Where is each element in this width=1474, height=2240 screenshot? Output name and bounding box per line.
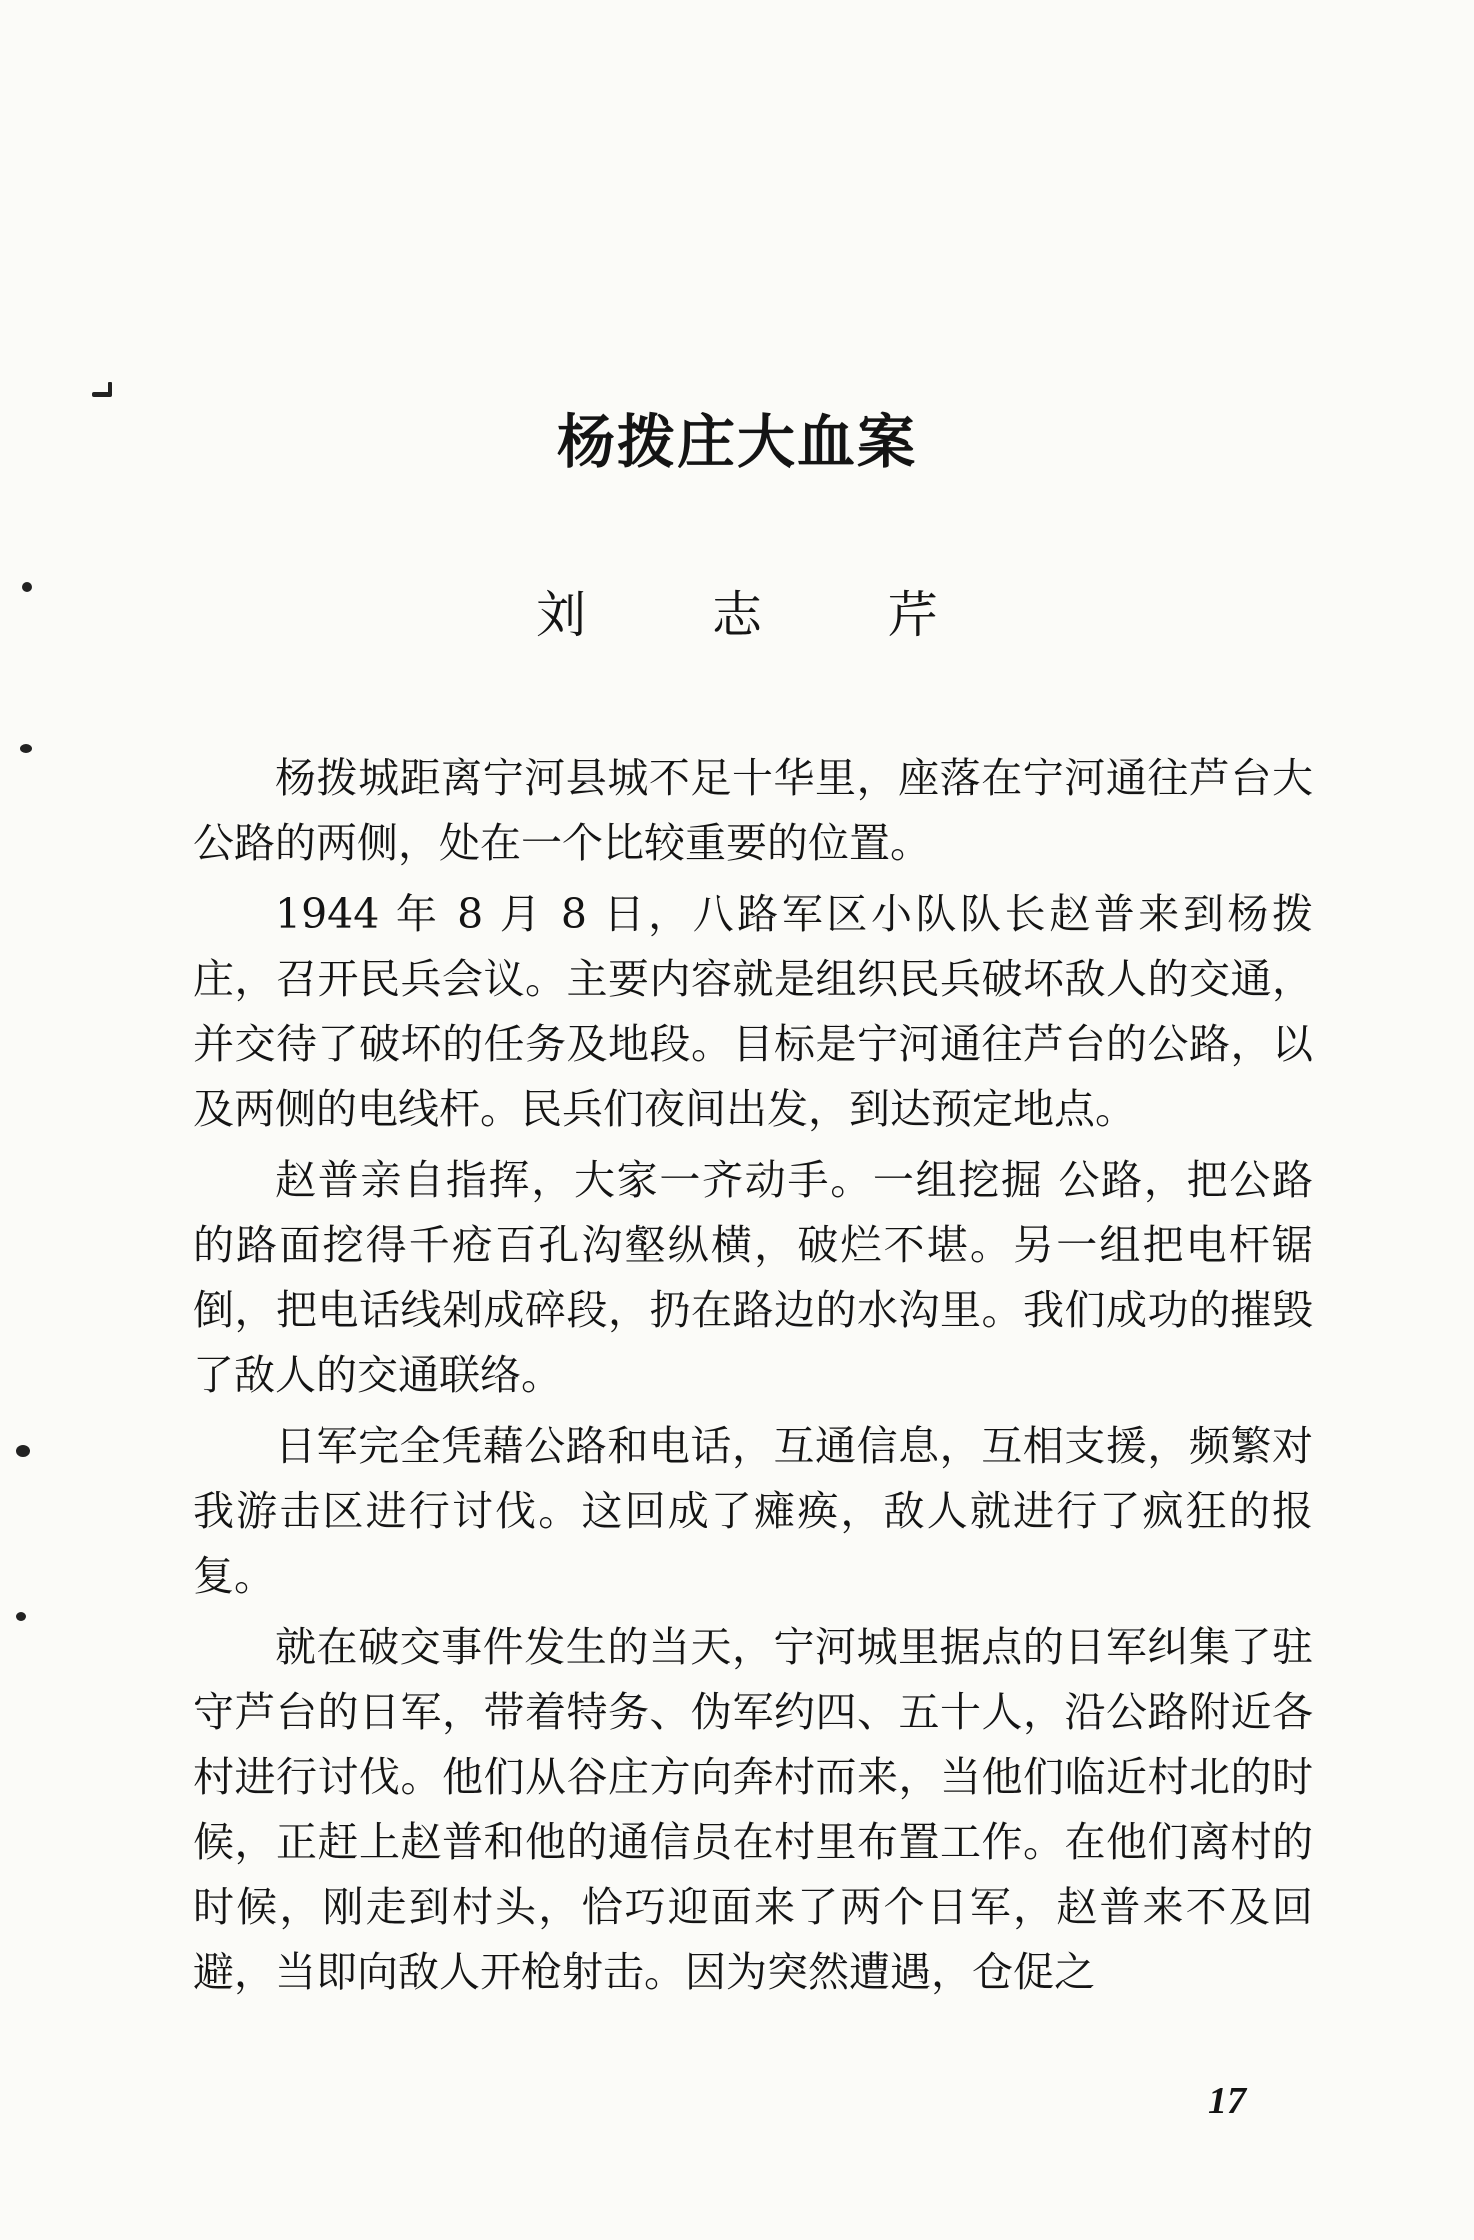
article-body (193, 746, 1313, 2011)
article-author: 刘 志 芹 (536, 586, 993, 644)
paragraph: 就在破交事件发生的当天，宁河城里据点的日军纠集了驻守芦台的日军，带着特务、伪军约四、五十人，沿公路附近各村进行讨伐。他们从谷庄方向奔村而来，当他们临近村北的时候，正赶上赵普和他的通信员在村里布置工作。在他们离村的时候，刚走到村头，恰巧迎面来了两个日军，赵普来不及回避，当即向敌人开枪射击。因为突然遭遇，仓促之 (193, 1623, 1313, 1996)
article-title: 杨拨庄大血案 (556, 408, 917, 476)
page-number: 17 (1208, 2080, 1246, 2122)
scan-speck (16, 1612, 26, 1621)
paragraph: 日军完全凭藉公路和电话，互通信息，互相支援，频繁对我游击区进行讨伐。这回成了瘫痪，敌人就进行了疯狂的报复。 (193, 1422, 1313, 1600)
paragraph: 杨拨城距离宁河县城不足十华里，座落在宁河通往芦台大公路的两侧，处在一个比较重要的位置。 (193, 754, 1313, 867)
scan-speck (20, 744, 32, 753)
paragraph: 1944 年 8 月 8 日，八路军区小队队长赵普来到杨拨庄，召开民兵会议。主要内容就是组织民兵破坏敌人的交通，并交待了破坏的任务及地段。目标是宁河通往芦台的公路，以及两侧的电线杆。民兵们夜间出发，到达预定地点。 (193, 890, 1313, 1133)
paragraph: 赵普亲自指挥，大家一齐动手。一组挖掘 公路，把公路的路面挖得千疮百孔沟壑纵横，破烂不堪。另一组把电杆锯倒，把电话线剁成碎段，扔在路边的水沟里。我们成功的摧毁了敌人的交通联络。 (193, 1156, 1313, 1399)
scan-speck (108, 382, 112, 394)
scan-speck (16, 1445, 30, 1457)
